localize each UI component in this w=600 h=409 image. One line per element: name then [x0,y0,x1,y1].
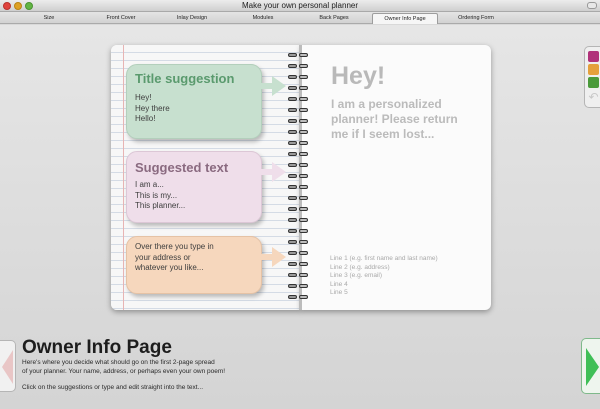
page-description [22,359,322,376]
ring [286,239,312,245]
callout-title: Suggested text [135,160,229,175]
callout-suggestions [135,180,185,212]
folder-open-icon[interactable] [588,64,599,75]
address-line-1[interactable]: Line 1 (e.g. first name and last name) [330,255,438,262]
page-hint: Click on the suggestions or type and edit straight into the text... [22,384,204,391]
title-suggestion-callout[interactable] [126,64,262,139]
suggestion-this-planner[interactable]: This planner... [135,201,186,210]
suggestion-hey-there[interactable]: Hey there [135,103,170,113]
hint-line: Over there you type in [135,242,214,251]
owner-page-message[interactable]: I am a personalized planner! Please return me if I seem lost... [331,97,458,141]
ring [286,107,312,113]
address-line-4[interactable]: Line 4 [330,280,348,288]
hint-line: your address or [135,252,191,262]
ring [286,85,312,91]
suggestion-hey[interactable]: Hey! [135,93,152,102]
ring [286,217,312,223]
tab-bar [0,12,600,24]
tab-inlay-design[interactable]: Inlay Design [176,15,208,21]
ring [286,118,312,124]
callout-arrow-icon [272,162,286,182]
address-lines[interactable] [330,255,438,298]
tab-owner-info-page[interactable]: Owner Info Page [372,13,438,24]
ring [286,129,312,135]
tab-ordering-form[interactable]: Ordering Form [458,15,494,21]
ring [286,63,312,69]
callout-arrow-icon [272,76,286,96]
ring [286,184,312,190]
suggestion-i-am-a[interactable]: I am a... [135,180,164,189]
callout-arrow-icon [272,247,286,267]
description-line: of your planner. Your name, address, or perhaps even your own poem! [22,367,226,375]
description-line: Here's where you decide what should go on the first 2-page spread [22,359,215,366]
arrow-right-icon [586,348,599,386]
ring [286,140,312,146]
ring [286,173,312,179]
arrow-left-icon [2,350,13,384]
address-line-5[interactable]: Line 5 [330,289,348,296]
undo-icon[interactable]: ↶ [588,90,599,104]
folder-save-icon[interactable] [588,77,599,88]
ring [286,195,312,201]
address-line-2[interactable]: Line 2 (e.g. address) [330,263,390,271]
suggestion-hello[interactable]: Hello! [135,114,156,123]
ring [286,250,312,256]
ring [286,228,312,234]
callout-title: Title suggestion [135,71,235,86]
ring [286,151,312,157]
ring [286,294,312,300]
address-hint-callout [126,236,262,294]
spiral-rings [286,52,312,304]
tab-front-cover[interactable]: Front Cover [106,15,136,21]
ring [286,272,312,278]
ring [286,96,312,102]
suggested-text-callout[interactable] [126,151,262,223]
callout-suggestions [135,93,170,125]
previous-page-button[interactable] [0,340,16,392]
download-icon[interactable] [588,51,599,62]
title-bar [0,0,600,12]
next-page-button[interactable] [581,338,600,394]
tab-modules[interactable]: Modules [252,15,274,21]
tab-back-pages[interactable]: Back Pages [319,15,349,21]
ring [286,52,312,58]
address-line-3[interactable]: Line 3 (e.g. email) [330,272,383,279]
window-title: Make your own personal planner [241,1,359,10]
side-toolbar [584,46,600,108]
callout-hint-text [135,242,214,274]
ring [286,283,312,289]
margin-line [123,45,124,310]
suggestion-this-is-my[interactable]: This is my... [135,190,178,200]
page-title: Owner Info Page [22,337,172,358]
owner-page-heading[interactable]: Hey! [331,62,386,90]
toolbar-toggle-button[interactable] [587,2,597,9]
ring [286,74,312,80]
tab-size[interactable]: Size [43,15,55,21]
ring [286,261,312,267]
ring [286,206,312,212]
ring [286,162,312,168]
hint-line: whatever you like... [135,263,204,272]
